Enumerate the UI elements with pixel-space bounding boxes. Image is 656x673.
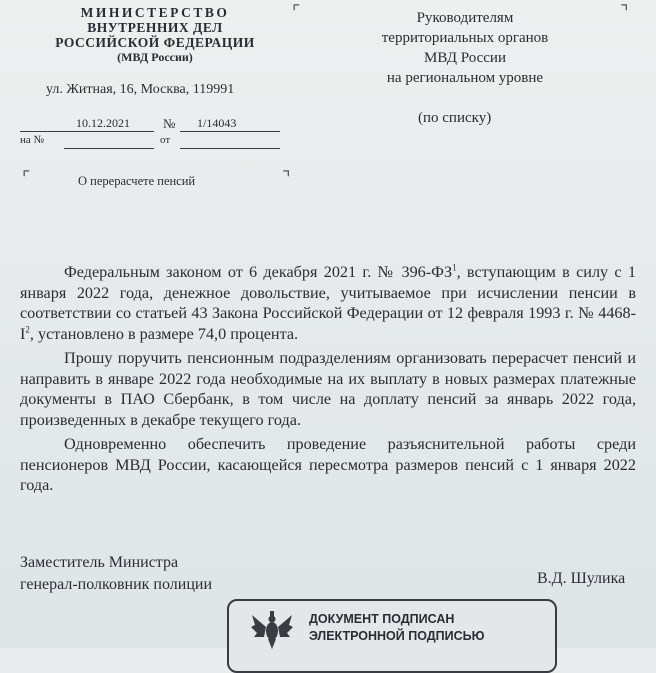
recipient-right-bracket: ⌝ — [620, 2, 629, 23]
electronic-signature-stamp — [227, 599, 557, 673]
stamp-text — [309, 611, 485, 645]
p1-text-part1: Федеральным законом от 6 декабря 2021 г. № 396-ФЗ — [64, 263, 453, 281]
ministry-name-line2: ВНУТРЕННИХ ДЕЛ — [87, 20, 223, 35]
recipient-line1: Руководителям — [416, 10, 514, 26]
subject-left-bracket: ⌜ — [22, 168, 31, 189]
recipient-per-list: (по списку) — [418, 110, 492, 126]
subject-right-bracket: ⌝ — [282, 168, 291, 189]
p1-text-part2: , вступающим в силу с 1 января 2022 года, денежное довольствие, учитываемое при исчислении пенсии в соответствии со статьей 43 Закона Российской Федерации от 12 февраля 1993 г. № 4468-I — [20, 263, 636, 343]
ministry-header — [30, 5, 280, 65]
ministry-name-line4: (МВД России) — [117, 50, 193, 64]
recipient-line4: на региональном уровне — [386, 70, 544, 86]
signatory-position-line2: генерал-полковник полиции — [20, 576, 213, 593]
stamp-line2: ЭЛЕКТРОННОЙ ПОДПИСЬЮ — [309, 629, 485, 643]
document-subject: О перерасчете пенсий — [78, 174, 196, 188]
reference-label: на № — [20, 134, 45, 146]
letter-body — [20, 262, 636, 500]
registration-number: 1/14043 — [197, 116, 237, 130]
recipient-block — [360, 8, 570, 88]
footnote-marker-1: 1 — [452, 262, 457, 273]
recipient-line3: МВД России — [424, 50, 506, 66]
mvd-emblem-icon — [249, 607, 295, 656]
number-underline — [180, 131, 280, 132]
ministry-address: ул. Житная, 16, Москва, 119991 — [46, 82, 235, 97]
paragraph-1 — [20, 262, 636, 344]
signatory-name: В.Д. Шулика — [537, 570, 626, 587]
p1-text-part3: , установлено в размере 74,0 процента. — [29, 324, 299, 343]
number-sign: № — [163, 116, 176, 131]
recipient-line2: территориальных органов — [381, 30, 549, 46]
footnote-marker-2: 2 — [25, 324, 30, 335]
ministry-name-line3: РОССИЙСКОЙ ФЕДЕРАЦИИ — [55, 35, 255, 50]
from-label: от — [160, 134, 171, 146]
registration-date: 10.12.2021 — [76, 116, 130, 130]
stamp-line1: ДОКУМЕНТ ПОДПИСАН — [309, 612, 455, 626]
reference-underline — [64, 148, 154, 149]
from-underline — [180, 148, 280, 149]
date-underline — [20, 131, 154, 132]
ministry-name-line1: МИНИСТЕРСТВО — [80, 5, 230, 20]
signatory-position-line1: Заместитель Министра — [20, 554, 179, 571]
signatory-position — [20, 552, 212, 596]
paragraph-3: Одновременно обеспечить проведение разъяснительной работы среди пенсионеров МВД России, касающейся пересмотра размеров пенсий с 1 января 2022 года. — [20, 435, 636, 494]
recipient-left-bracket: ⌜ — [292, 2, 301, 23]
paragraph-2: Прошу поручить пенсионным подразделениям организовать перерасчет пенсий и направить в январе 2022 года необходимые на их выплату в новых размерах платежные документы в ПАО Сбербанк, в том числе на доплату пенсий за январь 2022 года, произведенных в декабре текущего года. — [20, 349, 636, 429]
